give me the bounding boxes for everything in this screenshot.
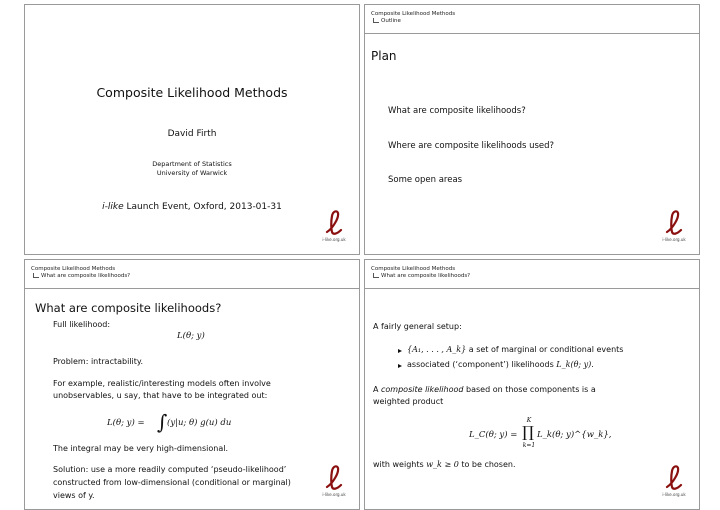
formula-lhs: L_C(θ; y) =: [469, 430, 518, 440]
header-subsection: What are composite likelihoods?: [381, 273, 471, 279]
header-title: Composite Likelihood Methods: [371, 11, 456, 17]
frame-title: Plan: [371, 49, 397, 63]
ilike-logo: [319, 210, 349, 242]
integral-lhs: L(θ; y) =: [107, 418, 145, 428]
university-line: University of Warwick: [156, 169, 228, 177]
integral-sign-icon: ∫: [157, 410, 168, 434]
subsection-arrow-icon: [373, 18, 379, 23]
weights-post: to be chosen.: [458, 460, 516, 469]
full-likelihood-label: Full likelihood:: [53, 320, 111, 329]
integral-note: The integral may be very high-dimensional.: [53, 444, 228, 453]
bullet-math: {A₁, . . . , A_k}: [407, 345, 467, 354]
frame-title: What are composite likelihoods?: [35, 301, 222, 315]
logo-url: i-like.org.uk: [322, 237, 346, 242]
weights-math: w_k ≥ 0: [426, 460, 459, 469]
outline-item: What are composite likelihoods?: [388, 106, 526, 116]
solution-line: constructed from low-dimensional (conditional or marginal): [53, 478, 291, 487]
talk-title: Composite Likelihood Methods: [96, 85, 288, 100]
integral-rhs: (y|u; θ) g(u) du: [167, 418, 232, 428]
weights-text: [373, 460, 516, 469]
product-lower-limit: k=1: [522, 442, 536, 449]
event-rest: Launch Event, Oxford, 2013-01-31: [123, 202, 282, 212]
setup-slide: [364, 259, 700, 510]
setup-text: A fairly general setup:: [373, 322, 462, 331]
subsection-arrow-icon: [33, 273, 39, 278]
header-section: [371, 18, 455, 25]
event-italic: i-like: [102, 202, 124, 212]
ilike-logo: [659, 210, 689, 242]
logo-url: i-like.org.uk: [662, 492, 686, 497]
ilike-logo-icon: [323, 210, 345, 236]
header-divider: [365, 288, 699, 289]
formula-rhs: L_k(θ; y)^{w_k},: [537, 430, 612, 440]
composite-pre: A: [373, 385, 382, 394]
product-sign-icon: ∏: [522, 423, 534, 441]
outline-slide: [364, 4, 700, 255]
problem-text: Problem: intractability.: [53, 357, 144, 366]
weighted-product-text: weighted product: [373, 397, 444, 406]
outline-item: Where are composite likelihoods used?: [388, 141, 555, 151]
ilike-logo: [319, 465, 349, 497]
header-subsection: Outline: [381, 18, 401, 24]
header-divider: [365, 33, 699, 34]
product-upper-limit: K: [526, 417, 532, 424]
composite-definition: [373, 385, 596, 394]
full-likelihood-formula: L(θ; y): [177, 331, 205, 341]
header-subsection: What are composite likelihoods?: [41, 273, 131, 279]
bullet-item: [407, 360, 594, 369]
slide-header: [371, 266, 470, 280]
ilike-logo: [659, 465, 689, 497]
ilike-logo-icon: [663, 465, 685, 491]
title-slide: [24, 4, 360, 255]
composite-post: based on those components is a: [463, 385, 596, 394]
logo-url: i-like.org.uk: [322, 492, 346, 497]
logo-url: i-like.org.uk: [662, 237, 686, 242]
definition-slide: [24, 259, 360, 510]
weights-pre: with weights: [373, 460, 427, 469]
author-name: David Firth: [167, 129, 217, 139]
header-title: Composite Likelihood Methods: [31, 266, 116, 272]
bullet-icon: [398, 364, 402, 368]
solution-line: Solution: use a more readily computed ‘pseudo-likelihood’: [53, 465, 287, 474]
slide-header: [31, 266, 130, 280]
solution-line: views of y.: [53, 491, 95, 500]
bullet-math: L_k(θ; y).: [556, 360, 594, 369]
header-divider: [25, 288, 359, 289]
header-section: [31, 273, 130, 280]
header-title: Composite Likelihood Methods: [371, 266, 456, 272]
composite-term: composite likelihood: [381, 385, 464, 394]
slide-header: [371, 11, 455, 25]
outline-item: Some open areas: [388, 175, 463, 185]
bullet-icon: [398, 349, 402, 353]
example-line: unobservables, u say, that have to be integrated out:: [53, 391, 268, 400]
example-line: For example, realistic/interesting models often involve: [53, 379, 271, 388]
subsection-arrow-icon: [373, 273, 379, 278]
ilike-logo-icon: [323, 465, 345, 491]
bullet-item: [407, 345, 623, 354]
header-section: [371, 273, 470, 280]
ilike-logo-icon: [663, 210, 685, 236]
department-line: Department of Statistics: [152, 160, 232, 168]
bullet-text: associated (‘component’) likelihoods: [407, 360, 557, 369]
event-line: [25, 202, 359, 212]
bullet-text: a set of marginal or conditional events: [466, 345, 624, 354]
